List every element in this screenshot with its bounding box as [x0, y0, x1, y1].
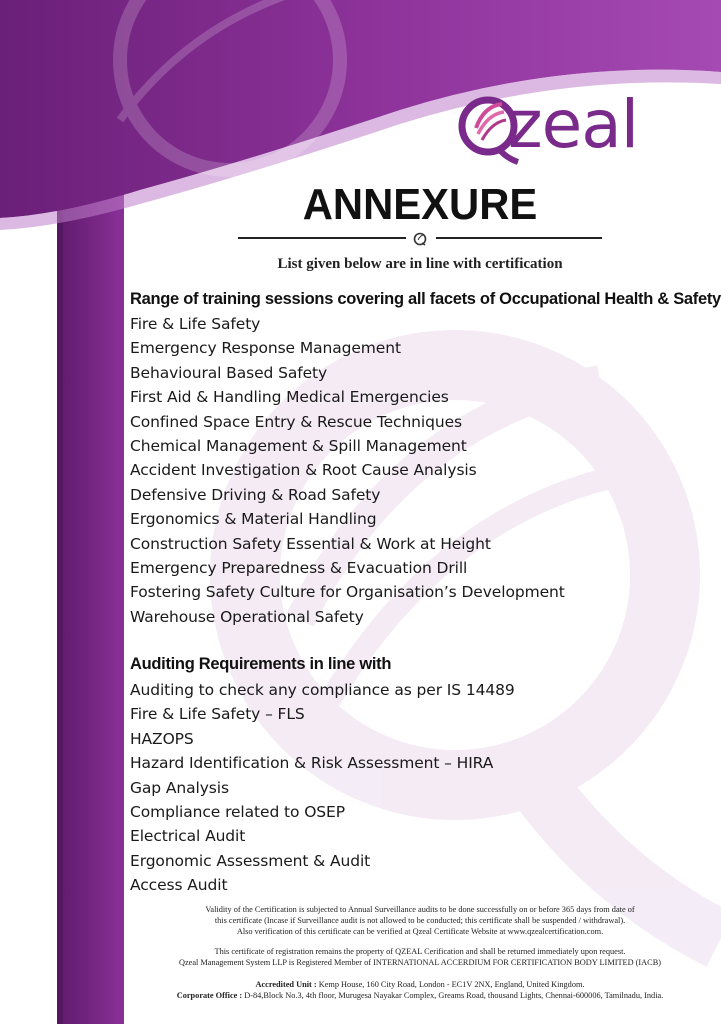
corporate-office-line: [124, 990, 716, 1001]
list-item: Access Audit: [130, 876, 228, 895]
list-item: Emergency Preparedness & Evacuation Drill: [130, 558, 468, 577]
accredited-unit-label: Accredited Unit :: [255, 980, 317, 989]
title-divider-right: [436, 237, 602, 239]
list-item: Construction Safety Essential & Work at Height: [130, 534, 491, 553]
list-item: Defensive Driving & Road Safety: [130, 485, 381, 504]
brand-wordmark: zeal: [508, 86, 639, 163]
property-line: This certificate of registration remains the property of QZEAL Cerification and shall be returned immediately upon request.: [214, 947, 626, 956]
title-divider-left: [238, 237, 406, 239]
validity-line: Validity of the Certification is subjected to Annual Surveillance audits to be done successfully on or before 365 days from date of: [205, 905, 635, 914]
list-item: First Aid & Handling Medical Emergencies: [130, 388, 449, 407]
validity-line: Also verification of this certificate can be verified at Qzeal Certificate Website at www.qzealcertification.com.: [236, 927, 604, 936]
property-line: Qzeal Management System LLP is Registered Member of INTERNATIONAL ACCERDIUM FOR CERTIFICATION BODY LIMITED (IACB): [178, 958, 662, 967]
list-item: Emergency Response Management: [130, 339, 401, 358]
property-note: [130, 946, 710, 968]
list-item: Electrical Audit: [130, 827, 246, 846]
list-item: Auditing to check any compliance as per IS 14489: [130, 681, 515, 699]
auditing-list: [130, 678, 515, 898]
small-q-icon: [412, 231, 428, 247]
list-item: Confined Space Entry & Rescue Techniques: [130, 412, 462, 431]
list-item: Ergonomics & Material Handling: [130, 510, 377, 529]
validity-note: [130, 904, 710, 937]
list-item: Fire & Life Safety: [130, 315, 261, 333]
corporate-office-label: Corporate Office :: [176, 991, 243, 1000]
training-section-heading: Range of training sessions covering all facets of Occupational Health & Safety: [130, 290, 721, 308]
training-list: [130, 312, 565, 629]
page-subtitle: List given below are in line with certification: [277, 256, 563, 272]
list-item: Fire & Life Safety – FLS: [130, 705, 305, 724]
list-item: Compliance related to OSEP: [130, 802, 345, 821]
list-item: Behavioural Based Safety: [130, 363, 328, 382]
corporate-office-address: D-84,Block No.3, 4th floor, Murugesa Nayakar Complex, Greams Road, thousand Lights, Chennai-600006, Tamilnadu, India.: [244, 991, 664, 1000]
list-item: HAZOPS: [130, 729, 194, 748]
accredited-unit-address: Kemp House, 160 City Road, London - EC1V 2NX, England, United Kingdom.: [318, 980, 585, 989]
list-item: Warehouse Operational Safety: [130, 607, 364, 626]
page-title: ANNEXURE: [302, 180, 538, 229]
list-item: Ergonomic Assessment & Audit: [130, 851, 371, 870]
list-item: Hazard Identification & Risk Assessment – HIRA: [130, 754, 494, 773]
list-item: Chemical Management & Spill Management: [130, 436, 467, 455]
validity-line: this certificate (Incase if Surveillance audit is not allowed to be conducted; this certificate shall be suspended / withdrawal).: [214, 916, 626, 925]
list-item: Gap Analysis: [130, 778, 229, 797]
list-item: Fostering Safety Culture for Organisation’s Development: [130, 583, 565, 602]
accredited-unit-line: [124, 979, 716, 990]
list-item: Accident Investigation & Root Cause Analysis: [130, 461, 477, 480]
address-block: [124, 979, 716, 1001]
auditing-section-heading: Auditing Requirements in line with: [130, 655, 392, 673]
